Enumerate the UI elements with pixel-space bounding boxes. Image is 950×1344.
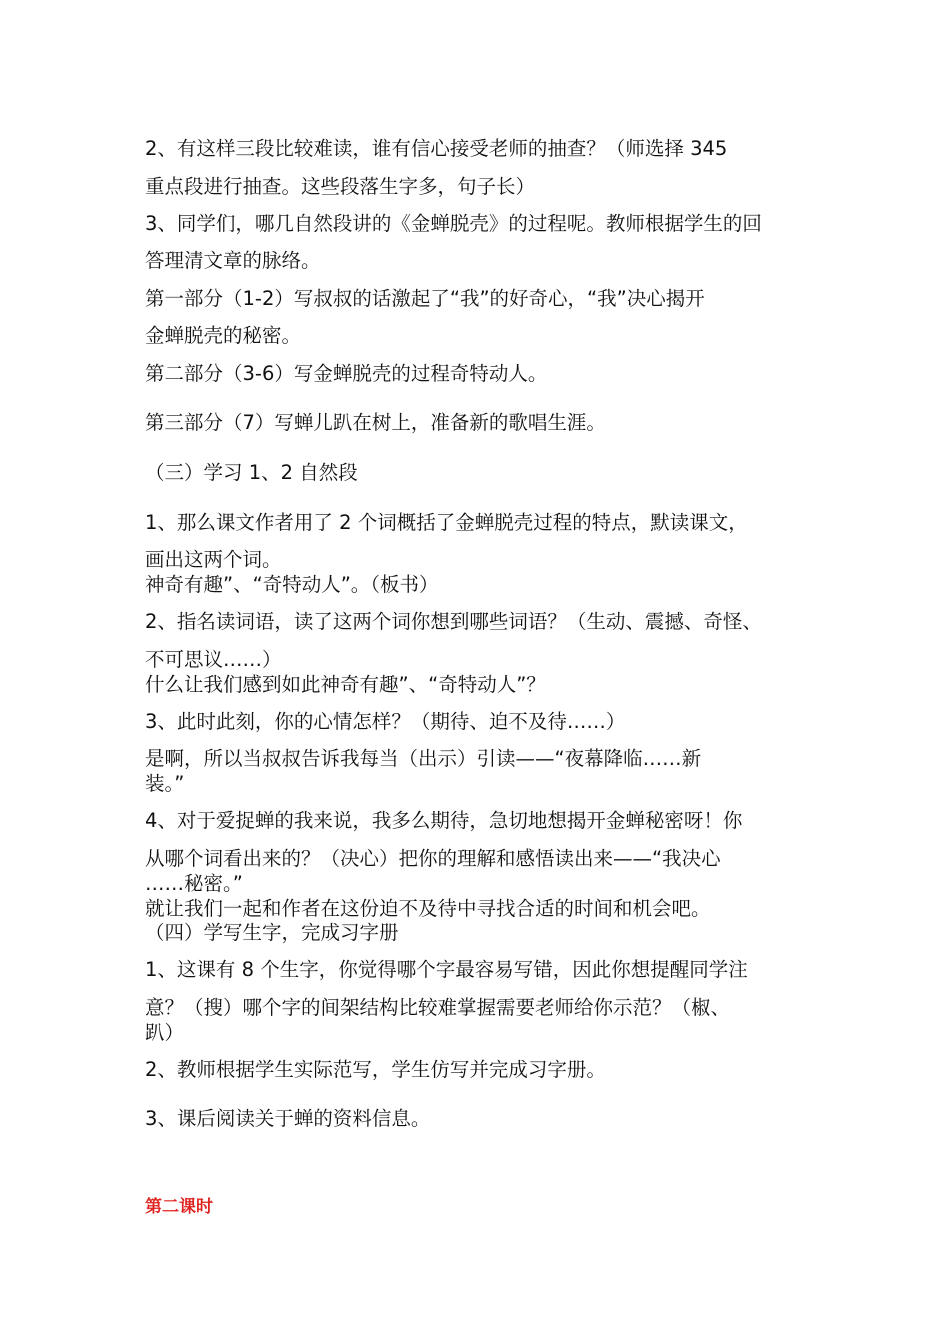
text-line: ……秘密。” [145, 872, 243, 895]
text-line: 是啊，所以当叔叔告诉我每当（出示）引读——“夜幕降临……新 [145, 747, 702, 770]
text-line: 第二部分（3-6）写金蝉脱壳的过程奇特动人。 [145, 362, 548, 385]
text-line: 1、这课有 8 个生字，你觉得哪个字最容易写错，因此你想提醒同学注 [145, 958, 748, 981]
text-line: 2、指名读词语，读了这两个词你想到哪些词语？（生动、震撼、奇怪、 [145, 610, 762, 633]
text-line: 2、有这样三段比较难读，谁有信心接受老师的抽查？（师选择 345 [145, 137, 728, 160]
text-line: 3、此时此刻，你的心情怎样？（期待、迫不及待……） [145, 710, 626, 733]
text-line: 画出这两个词。 [145, 548, 282, 571]
text-line: 3、课后阅读关于蝉的资料信息。 [145, 1107, 431, 1130]
text-line: 不可思议……） [145, 648, 282, 671]
text-line: 意？（搜）哪个字的间架结构比较难掌握需要老师给你示范？（椒、 [145, 996, 731, 1019]
text-line: 金蝉脱壳的秘密。 [145, 324, 302, 347]
text-line: 装。” [145, 772, 185, 795]
text-line: 第三部分（7）写蝉儿趴在树上，准备新的歌唱生涯。 [145, 411, 606, 434]
section-heading: 第二课时 [145, 1197, 213, 1217]
text-line: 第一部分（1-2）写叔叔的话激起了“我”的好奇心，“我”决心揭开 [145, 287, 705, 310]
text-line: 答理清文章的脉络。 [145, 249, 321, 272]
text-line: 从哪个词看出来的？（决心）把你的理解和感悟读出来——“我决心 [145, 847, 721, 870]
text-line: 1、那么课文作者用了 2 个词概括了金蝉脱壳过程的特点，默读课文， [145, 511, 748, 534]
text-line: 就让我们一起和作者在这份迫不及待中寻找合适的时间和机会吧。 [145, 897, 711, 920]
text-line: 4、对于爱捉蝉的我来说，我多么期待，急切地想揭开金蝉秘密呀！你 [145, 809, 743, 832]
text-line: 重点段进行抽查。这些段落生字多，句子长） [145, 175, 536, 198]
section-subheading: （三）学习 1、2 自然段 [145, 461, 358, 484]
text-line: 什么让我们感到如此神奇有趣”、“奇特动人”？ [145, 673, 546, 696]
text-line: 神奇有趣”、“奇特动人”。（板书） [145, 573, 439, 596]
text-line: 2、教师根据学生实际范写，学生仿写并完成习字册。 [145, 1058, 606, 1081]
text-line: 趴） [145, 1021, 185, 1044]
section-subheading: （四）学写生字，完成习字册 [145, 921, 399, 944]
text-line: 3、同学们，哪几自然段讲的《金蝉脱壳》的过程呢。教师根据学生的回 [145, 212, 762, 235]
